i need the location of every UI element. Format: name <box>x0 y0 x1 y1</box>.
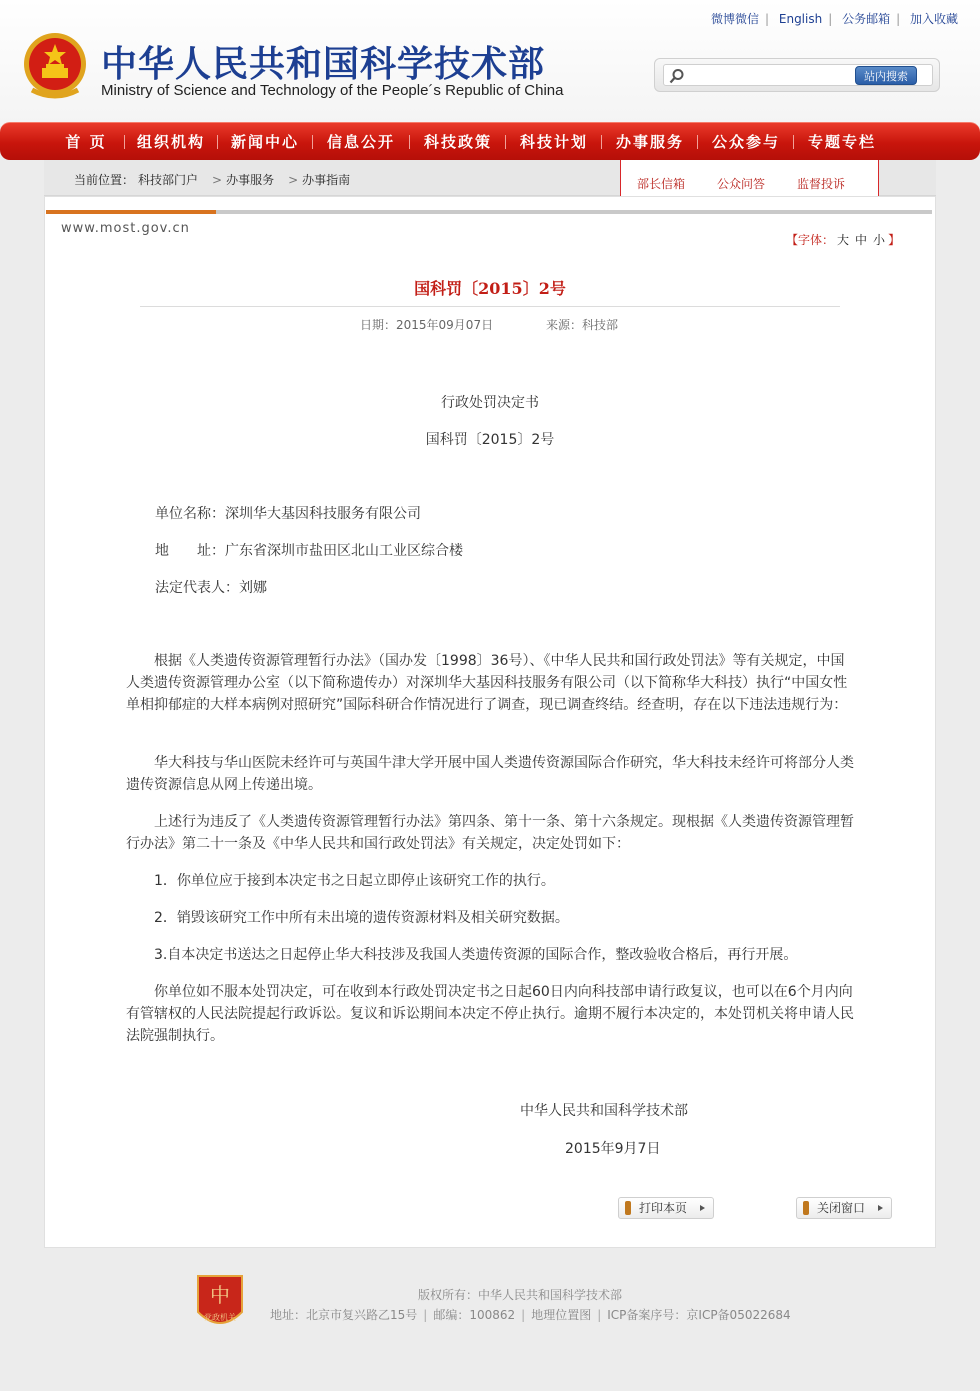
font-size-large[interactable]: 大 <box>837 233 850 247</box>
nav-item-services[interactable]: 办事服务 <box>615 133 684 151</box>
dropdown-item-public-qa[interactable]: 公众问答 <box>717 177 766 191</box>
english-link[interactable]: English <box>778 12 823 26</box>
search-icon <box>669 68 685 84</box>
breadcrumb: 当前位置： 科技部门户 > 办事服务 > 办事指南 <box>44 160 936 196</box>
breadcrumb-item[interactable]: 科技部门户 <box>138 173 199 187</box>
nav-item-plans[interactable]: 科技计划 <box>519 133 588 151</box>
paragraph: 华大科技与华山医院未经许可与英国牛津大学开展中国人类遗传资源国际合作研究，华大科技未经许可将部分人类遗传资源信息从网上传递出境。 <box>126 755 854 793</box>
unit-name: 单位名称：深圳华大基因科技服务有限公司 <box>155 506 421 522</box>
site-title-cn: 中华人民共和国科学技术部 <box>101 44 546 85</box>
paragraph: 2．销毁该研究工作中所有未出境的遗传资源材料及相关研究数据。 <box>154 910 569 926</box>
footer-postcode: 邮编：100862 <box>433 1308 516 1322</box>
breadcrumb-item[interactable]: 办事服务 <box>226 173 275 187</box>
top-links: 微博微信 | English | 公务邮箱 | 加入收藏 <box>710 12 958 26</box>
site-url: www.most.gov.cn <box>61 221 190 236</box>
footer-icp[interactable]: ICP备案序号：京ICP备05022684 <box>607 1308 791 1322</box>
article-date: 日期：2015年09月07日 <box>360 318 494 332</box>
nav-item-organization[interactable]: 组织机构 <box>136 133 205 151</box>
play-icon <box>878 1205 883 1211</box>
nav-item-home[interactable]: 首 页 <box>65 133 107 151</box>
paragraph: 3.自本决定书送达之日起停止华大科技涉及我国人类遗传资源的国际合作，整改验收合格后，再行开展。 <box>154 947 798 963</box>
nav-item-public[interactable]: 公众参与 <box>711 133 780 151</box>
weibo-weixin-link[interactable]: 微博微信 <box>710 12 759 26</box>
content-panel <box>44 196 936 1248</box>
close-window-button[interactable]: 关闭窗口 <box>796 1197 892 1219</box>
nav-item-special[interactable]: 专题专栏 <box>807 133 876 151</box>
paragraph: 1．你单位应于接到本决定书之日起立即停止该研究工作的执行。 <box>154 873 555 889</box>
site-header <box>0 0 980 126</box>
breadcrumb-label: 当前位置： <box>74 173 135 187</box>
nav-item-policy[interactable]: 科技政策 <box>423 133 492 151</box>
play-icon <box>700 1205 705 1211</box>
doc-number: 国科罚〔2015〕2号 <box>425 432 555 448</box>
title-divider <box>140 306 840 307</box>
print-button[interactable]: 打印本页 <box>618 1197 714 1219</box>
nav-item-info-disclosure[interactable]: 信息公开 <box>326 133 395 151</box>
paragraph: 根据《人类遗传资源管理暂行办法》（国办发〔1998〕36号）、《中华人民共和国行政处罚法》等有关规定，中国人类遗传资源管理办公室（以下简称遗传办）对深圳华大基因科技服务有限公司（以下简称华大科技）执行“中国女性单相抑郁症的大样本病例对照研究”国际科研合作情况进行了调查，现已调查终结。经查明，存在以下违法违规行为： <box>126 653 848 713</box>
nav-item-news[interactable]: 新闻中心 <box>230 133 299 151</box>
font-size-small[interactable]: 小 <box>873 233 886 247</box>
official-mail-link[interactable]: 公务邮箱 <box>842 12 891 26</box>
add-favorite-link[interactable]: 加入收藏 <box>909 12 958 26</box>
divider-bar <box>46 210 932 214</box>
font-size-medium[interactable]: 中 <box>855 233 868 247</box>
national-emblem-icon <box>22 30 88 100</box>
paragraph: 你单位如不服本处罚决定，可在收到本行政处罚决定书之日起60日内向科技部申请行政复议，也可以在6个月内向有管辖权的人民法院提起行政诉讼。复议和诉讼期间本决定不停止执行。逾期不履行本决定的，本处罚机关将申请人民法院强制执行。 <box>126 984 854 1044</box>
font-size-control: 【字体： 大 中 小 】 <box>786 233 901 247</box>
footer-copyright: 版权所有：中华人民共和国科学技术部 <box>418 1288 623 1302</box>
main-nav <box>0 122 980 160</box>
doc-heading: 行政处罚决定书 <box>441 395 539 411</box>
footer-map-link[interactable]: 地理位置图 <box>531 1308 592 1322</box>
legal-representative: 法定代表人：刘娜 <box>155 580 267 596</box>
svg-text:中: 中 <box>210 1283 230 1307</box>
footer-contact: 地址：北京市复兴路乙15号 | 邮编：100862 | 地理位置图 | ICP备案序号：京ICP备05022684 <box>270 1308 791 1322</box>
unit-address: 地 址：广东省深圳市盐田区北山工业区综合楼 <box>155 543 463 559</box>
signature-org: 中华人民共和国科学技术部 <box>520 1103 688 1119</box>
footer-address: 地址：北京市复兴路乙15号 <box>270 1308 418 1322</box>
dropdown-item-complaint[interactable]: 监督投诉 <box>797 177 846 191</box>
party-government-badge-icon[interactable] <box>194 1272 246 1332</box>
svg-text:党政机关: 党政机关 <box>204 1313 236 1322</box>
article-title: 国科罚〔2015〕2号 <box>414 279 566 298</box>
search-button[interactable]: 站内搜索 <box>855 66 917 85</box>
signature-date: 2015年9月7日 <box>565 1141 661 1157</box>
article-source: 来源：科技部 <box>546 318 619 332</box>
paragraph: 上述行为违反了《人类遗传资源管理暂行办法》第四条、第十一条、第十六条规定。现根据《人类遗传资源管理暂行办法》第二十一条及《中华人民共和国行政处罚法》有关规定，决定处罚如下： <box>126 814 854 852</box>
site-title-en: Ministry of Science and Technology of the People´s Republic of China <box>101 82 564 99</box>
breadcrumb-item[interactable]: 办事指南 <box>302 173 351 187</box>
search-box <box>654 58 940 92</box>
dropdown-item-minister-mailbox[interactable]: 部长信箱 <box>637 177 686 191</box>
